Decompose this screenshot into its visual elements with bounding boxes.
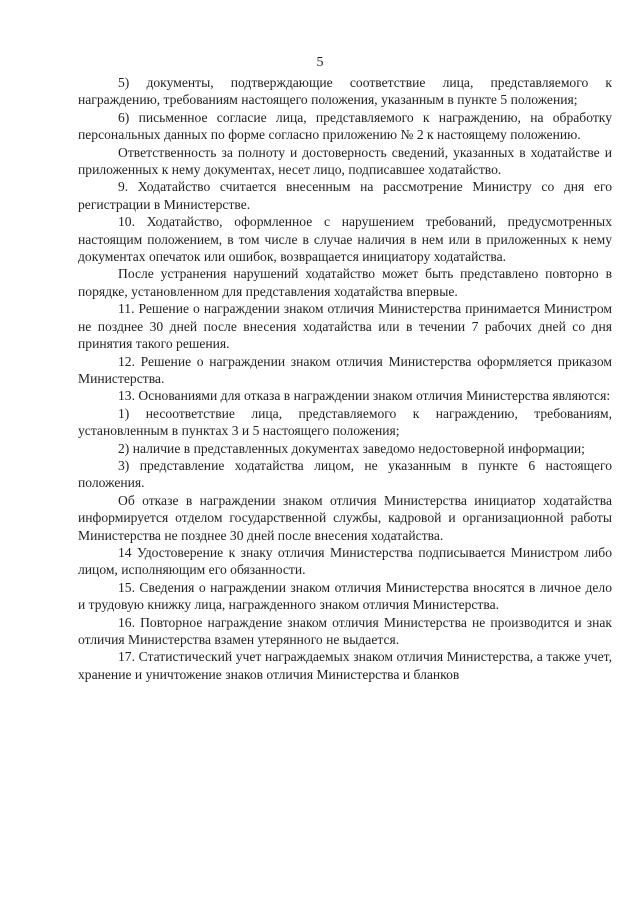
paragraph-13-item-1: 1) несоответствие лица, представляемого к награждению, требованиям, установленным в пунктах 3 и 5 настоящего положения; — [78, 405, 612, 439]
paragraph-responsibility: Ответственность за полноту и достоверность сведений, указанных в ходатайстве и приложенных к нему документах, несет лицо, подписавшее ходатайство. — [78, 144, 612, 178]
paragraph-14: 14 Удостоверение к знаку отличия Министерства подписывается Министром либо лицом, исполняющим его обязанности. — [78, 544, 612, 578]
paragraph-13-item-2: 2) наличие в представленных документах заведомо недостоверной информации; — [118, 440, 585, 456]
paragraph-11: 11. Решение о награждении знаком отличия Министерства принимается Министром не позднее 30 дней после внесения ходатайства или в течении 7 рабочих дней со дня принятия такого решения. — [78, 301, 612, 352]
paragraph-resubmission: После устранения нарушений ходатайство может быть представлено повторно в порядке, установленном для представления ходатайства впервые. — [78, 266, 612, 299]
paragraph-refusal-notice: Об отказе в награждении знаком отличия Министерства инициатор ходатайства информируется отделом государственной службы, кадровой и организационной работы Министерства не позднее 30 дней после внесения ходатайства. — [78, 492, 612, 543]
paragraph-16: 16. Повторное награждение знаком отличия Министерства не производится и знак отличия Министерства взамен утерянного не выдается. — [78, 614, 612, 647]
paragraph-13: 13. Основаниями для отказа в награждении знаком отличия Министерства являются: — [118, 388, 611, 404]
paragraph-12: 12. Решение о награждении знаком отличия Министерства оформляется приказом Министерства. — [78, 353, 612, 386]
paragraph-13-item-3: 3) представление ходатайства лицом, не указанным в пункте 6 настоящего положения. — [78, 457, 612, 491]
paragraph-10: 10. Ходатайство, оформленное с нарушением требований, предусмотренных настоящим положением, в том числе в случае наличия в нем или в приложенных к нему документах опечаток или ошибок, возвращается инициатору ходатайства. — [78, 214, 612, 265]
paragraph-item-6: 6) письменное согласие лица, представляемого к награждению, на обработку персональных данных по форме согласно приложению № 2 к настоящему положению. — [78, 109, 612, 143]
paragraph-15: 15. Сведения о награждении знаком отличия Министерства вносятся в личное дело и трудовую книжку лица, награжденного знаком отличия Министерства. — [78, 579, 612, 613]
page-number: 5 — [316, 55, 324, 70]
document-body — [78, 74, 612, 683]
paragraph-item-5: 5) документы, подтверждающие соответствие лица, представляемого к награждению, требованиям настоящего положения, указанным в пункте 5 положения; — [78, 75, 612, 108]
paragraph-9: 9. Ходатайство считается внесенным на рассмотрение Министру со дня его регистрации в Министерстве. — [78, 179, 612, 212]
paragraph-17: 17. Статистический учет награждаемых знаком отличия Министерства, а также учет, хранение и уничтожение знаков отличия Министерства и бланков — [78, 649, 612, 682]
